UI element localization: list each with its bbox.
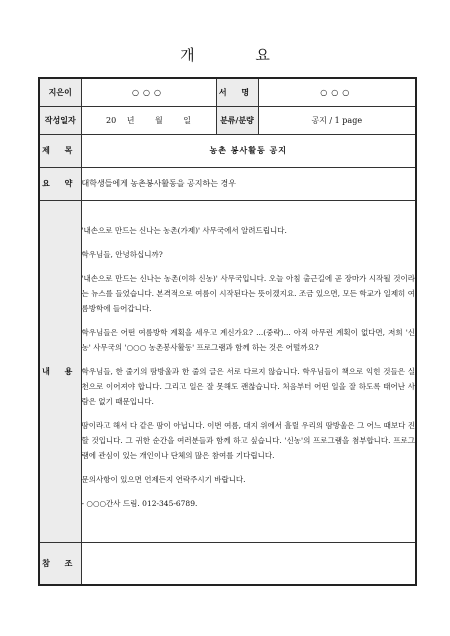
signature-value: ○○○ bbox=[258, 78, 416, 106]
date-month-unit: 월 bbox=[155, 115, 163, 125]
author-row bbox=[39, 78, 416, 106]
reference-value bbox=[81, 542, 416, 585]
content-paragraph: '내손으로 만드는 신나는 농촌(이하 신농)' 사무국입니다. 오늘 아침 출근길에 곧 장마가 시작될 것이라는 뉴스를 들었습니다. 본격적으로 여름이 시작된다는 뜻이겠지요. 조금 있으면, 모든 학교가 일제히 여름방학에 들어갑니다. bbox=[81, 273, 415, 313]
content-paragraph: 문의사항이 있으면 언제든지 연락주시기 바랍니다. bbox=[81, 474, 246, 484]
date-year: 20 bbox=[105, 115, 117, 125]
content-paragraph: 학우님들, 안녕하십니까? bbox=[81, 249, 163, 259]
page-title: 개 요 bbox=[180, 46, 298, 64]
date-year-unit: 년 bbox=[126, 115, 135, 125]
content-body bbox=[81, 200, 416, 542]
date-row bbox=[39, 106, 416, 134]
date-value bbox=[81, 106, 216, 134]
content-row bbox=[39, 200, 416, 542]
summary-value: 대학생들에게 농촌봉사활동을 공지하는 경우 bbox=[81, 167, 416, 200]
content-label: 내 용 bbox=[39, 200, 81, 542]
category-value: 공지 / 1 page bbox=[258, 106, 416, 134]
content-paragraph: '내손으로 만드는 신나는 농촌(가제)' 사무국에서 알려드립니다. bbox=[81, 225, 287, 235]
date-day-unit: 일 bbox=[183, 115, 192, 125]
content-signoff: - ○○○간사 드림. 012-345-6789. bbox=[81, 498, 198, 508]
category-label: 분류/분량 bbox=[216, 106, 258, 134]
content-paragraph: 학우님들, 한 줄기의 땀방울과 한 줄의 글은 서로 다르지 않습니다. 학우님들이 책으로 익힌 것들은 실천으로 이어져야 합니다. 그리고 일은 잘 못해도 괜찮습니다. 처음부터 어떤 일을 잘 하도록 태어난 사람은 없기 때문입니다. bbox=[81, 366, 415, 406]
content-paragraph: 학우님들은 어떤 여름방학 계획을 세우고 계신가요? ...(중략)... 아직 아무런 계획이 없다면, 저희 '신농' 사무국의 '○○○ 농촌봉사활동' 프로그램과 함께 하는 것은 어떨까요? bbox=[81, 327, 415, 352]
overview-form bbox=[38, 77, 417, 586]
signature-label: 서 명 bbox=[216, 78, 258, 106]
author-label: 지은이 bbox=[39, 78, 81, 106]
reference-label: 참 조 bbox=[39, 542, 81, 585]
reference-row bbox=[39, 542, 416, 585]
content-paragraph: 땀이라고 해서 다 같은 땀이 아닙니다. 이번 여름, 대지 위에서 흘릴 우리의 땀방울은 그 어느 때보다 진할 것입니다. 그 귀한 순간을 여러분들과 함께 하고 싶습니다. '신농'의 프로그램을 첨부합니다. 프로그램에 관심이 있는 개인이나 단체의 많은 참여를 기다립니다. bbox=[81, 420, 415, 460]
subject-label: 제 목 bbox=[39, 134, 81, 167]
subject-row bbox=[39, 134, 416, 167]
date-label: 작성일자 bbox=[39, 106, 81, 134]
author-value: ○○○ bbox=[81, 78, 216, 106]
summary-label: 요 약 bbox=[39, 167, 81, 200]
summary-row bbox=[39, 167, 416, 200]
subject-value: 농촌 봉사활동 공지 bbox=[81, 134, 416, 167]
